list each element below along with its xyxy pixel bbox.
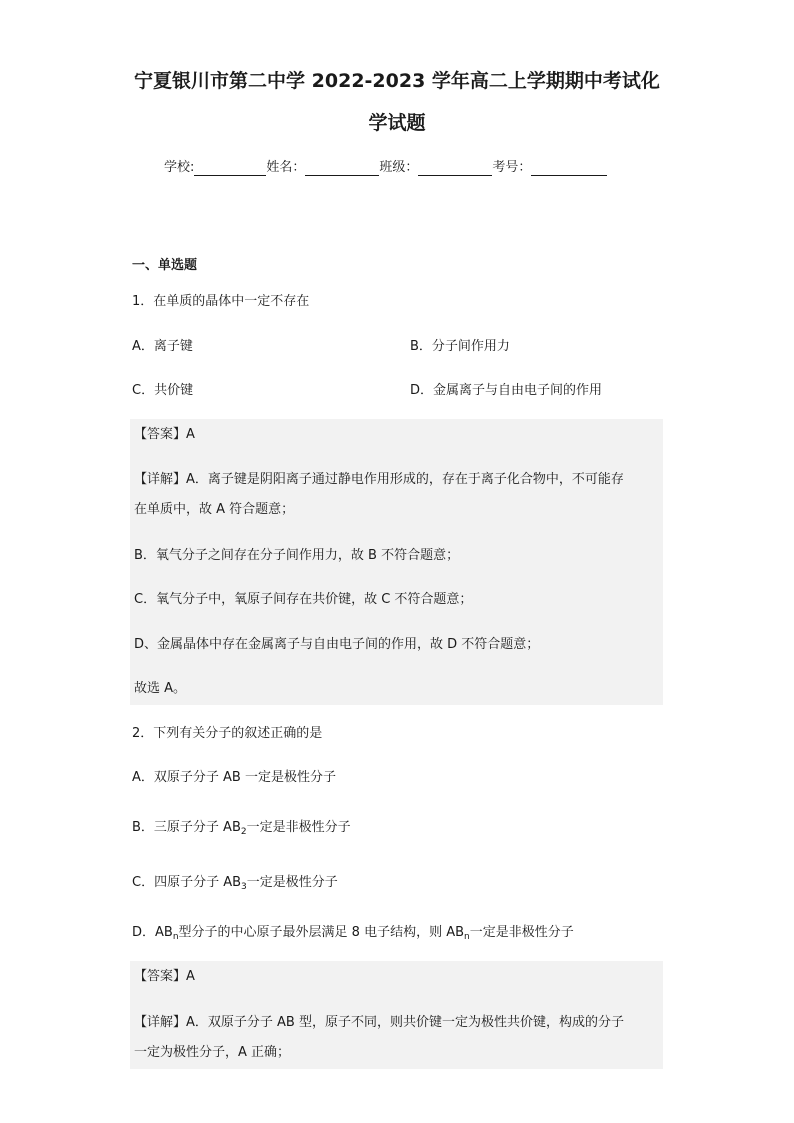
section-heading: 一、单选题 <box>132 258 198 273</box>
question-2-option-d <box>132 925 574 942</box>
question-2-explanation-a-cont: 一定为极性分子，A 正确； <box>134 1045 291 1060</box>
option-d-text-end: 一定是非极性分子 <box>469 925 574 940</box>
school-label: 学校: <box>164 160 195 175</box>
question-1-stem: 1．在单质的晶体中一定不存在 <box>132 294 310 309</box>
question-1-option-b: B．分子间作用力 <box>410 339 510 354</box>
option-d-subscript-2: n <box>464 932 470 942</box>
name-blank[interactable] <box>305 162 379 176</box>
option-c-subscript: 3 <box>241 882 247 892</box>
question-1-explanation-a-cont: 在单质中，故 A 符合题意； <box>134 502 295 517</box>
page-title-continued: 学试题 <box>368 112 426 134</box>
question-1-explanation-c: C．氧气分子中，氧原子间存在共价键，故 C 不符合题意； <box>134 592 473 607</box>
question-1-option-c: C．共价键 <box>132 383 194 398</box>
class-label: 班级： <box>379 160 419 175</box>
question-2-option-c <box>132 875 338 892</box>
question-2-option-a: A．双原子分子 AB 一定是极性分子 <box>132 770 336 785</box>
question-1-option-a: A．离子键 <box>132 339 193 354</box>
question-2-answer: 【答案】A <box>134 969 195 984</box>
option-b-subscript: 2 <box>240 827 247 837</box>
question-2-explanation-a: 【详解】A．双原子分子 AB 型，原子不同，则共价键一定为极性共价键，构成的分子 <box>134 1015 624 1030</box>
question-1-answer: 【答案】A <box>134 427 195 442</box>
question-1-explanation-a: 【详解】A．离子键是阴阳离子通过静电作用形成的，存在于离子化合物中，不可能存 <box>134 472 624 487</box>
page-title: 宁夏银川市第二中学 2022-2023 学年高二上学期期中考试化 <box>134 70 660 92</box>
school-blank[interactable] <box>194 162 266 176</box>
class-blank[interactable] <box>418 162 492 176</box>
option-d-text: D．AB <box>132 925 173 940</box>
option-c-text-end: 一定是极性分子 <box>246 875 338 890</box>
option-d-text-mid: 型分子的中心原子最外层满足 8 电子结构，则 AB <box>178 925 465 940</box>
question-1-explanation-d: D、金属晶体中存在金属离子与自由电子间的作用，故 D 不符合题意； <box>134 637 540 652</box>
question-1-explanation-b: B．氧气分子之间存在分子间作用力，故 B 不符合题意； <box>134 548 460 563</box>
student-info-line <box>164 160 607 176</box>
question-1-conclusion: 故选 A。 <box>134 681 187 696</box>
option-d-subscript: n <box>172 932 179 942</box>
question-2-option-b <box>132 820 351 837</box>
exam-number-blank[interactable] <box>531 162 607 176</box>
option-b-text: B．三原子分子 AB <box>132 820 241 835</box>
option-b-text-end: 一定是非极性分子 <box>246 820 351 835</box>
question-2-stem: 2．下列有关分子的叙述正确的是 <box>132 726 323 741</box>
exam-number-label: 考号： <box>492 160 532 175</box>
option-c-text: C．四原子分子 AB <box>132 875 242 890</box>
question-1-option-d: D．金属离子与自由电子间的作用 <box>410 383 603 398</box>
name-label: 姓名： <box>266 160 306 175</box>
